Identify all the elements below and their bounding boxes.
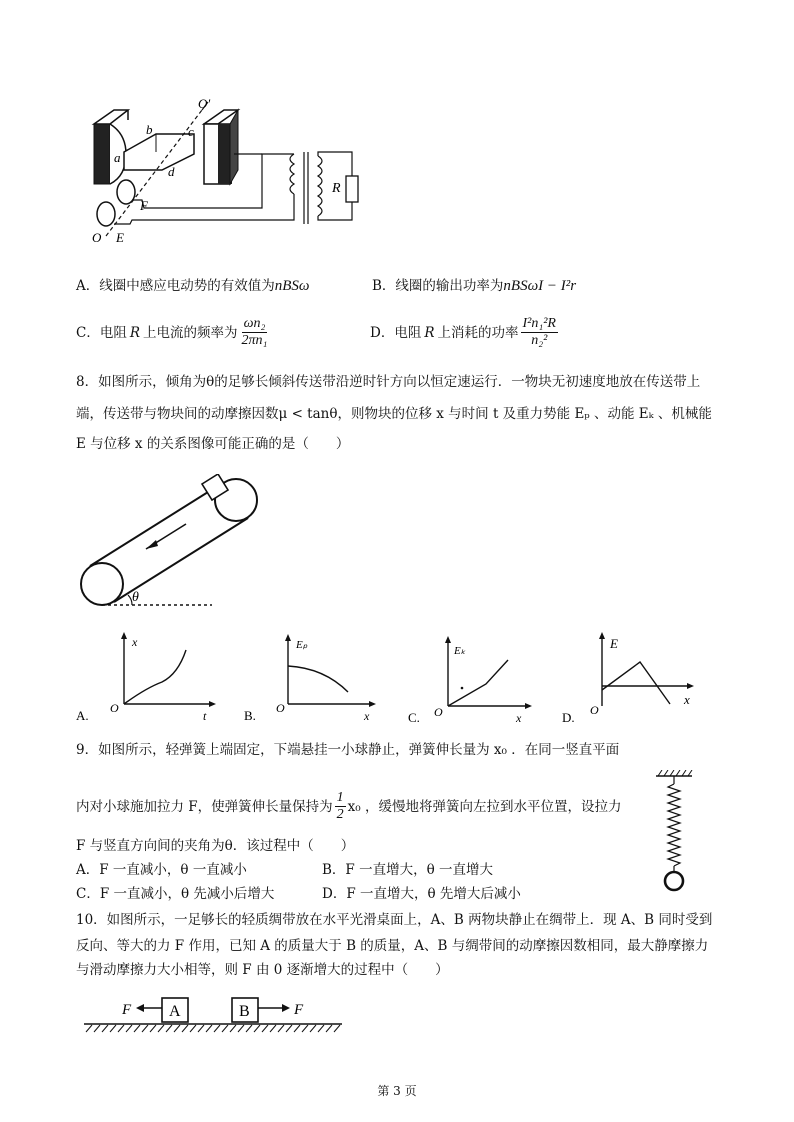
label-c: c bbox=[188, 124, 194, 139]
q8-line-2: 端，传送带与物块间的动摩擦因数μ < tanθ，则物块的位移 x 与时间 t 及重力势能 Eₚ 、动能 Eₖ 、机械能 bbox=[76, 406, 712, 422]
q9-option-a: A．F 一直减小，θ 一直减小 bbox=[76, 862, 247, 878]
graph-a-ylabel: x bbox=[132, 635, 138, 649]
q9-line-2 bbox=[76, 790, 622, 823]
q7-option-c-denominator: 2πn₁ bbox=[241, 333, 268, 348]
q9-option-c: C．F 一直减小，θ 先减小后增大 bbox=[76, 886, 275, 902]
q7-option-b bbox=[372, 276, 576, 296]
graph-c-xlabel: x bbox=[516, 711, 522, 725]
label-s-pole: S bbox=[206, 150, 215, 166]
q7-option-d-numerator: I²n₁²R bbox=[522, 316, 556, 331]
q7-option-c-numerator: ωn₂ bbox=[243, 316, 266, 331]
conveyor-belt-figure bbox=[76, 474, 316, 608]
q8-line-1: 8．如图所示，倾角为θ的足够长倾斜传送带沿逆时针方向以恒定速运行．一物块无初速度地放在传送带上 bbox=[76, 374, 701, 390]
q7-option-c-text2: 上电流的频率为 bbox=[143, 324, 238, 341]
q7-option-b-text: B．线圈的输出功率为 bbox=[372, 278, 504, 294]
graph-c bbox=[408, 632, 538, 727]
label-e: E bbox=[116, 230, 124, 245]
graph-d bbox=[562, 628, 702, 723]
label-a: a bbox=[114, 150, 121, 165]
graph-a-origin: O bbox=[110, 701, 119, 715]
block-a-label: A bbox=[169, 1003, 181, 1020]
theta-label: θ bbox=[132, 590, 139, 605]
q7-option-a bbox=[76, 276, 310, 296]
q7-option-d-fraction bbox=[521, 316, 558, 349]
q9-line-2-part-b: x₀ ，缓慢地将弹簧向左拉到水平位置，设拉力 bbox=[347, 798, 622, 815]
label-d: d bbox=[168, 164, 175, 179]
label-o-prime: O' bbox=[198, 96, 211, 111]
q9-line-1: 9．如图所示，轻弹簧上端固定，下端悬挂一小球静止，弹簧伸长量为 x₀ ．在同一竖直平面 bbox=[76, 742, 620, 758]
q7-option-c bbox=[76, 316, 271, 349]
graph-b-origin: O bbox=[276, 701, 285, 715]
page-number: 第 3 页 bbox=[377, 1084, 417, 1098]
graph-c-option: C. bbox=[408, 710, 420, 725]
spring-figure bbox=[652, 770, 696, 894]
q7-option-d-text: D．电阻 bbox=[370, 324, 422, 341]
q7-option-d-text2: 上消耗的功率 bbox=[437, 324, 519, 341]
blocks-on-ribbon-figure bbox=[80, 994, 350, 1038]
q7-option-d-denominator: n₂² bbox=[531, 333, 548, 348]
q7-option-c-text: C．电阻 bbox=[76, 324, 127, 341]
graph-b bbox=[244, 630, 384, 725]
label-f: F bbox=[140, 198, 148, 213]
q10-line-1: 10．如图所示，一足够长的轻质绸带放在水平光滑桌面上，A、B 两物块静止在绸带上．现 A、B 同时受到 bbox=[76, 912, 713, 928]
q9-fraction bbox=[335, 790, 346, 823]
q7-option-b-math: nBSωI − I²r bbox=[503, 278, 577, 294]
graph-b-ylabel: Eₚ bbox=[296, 639, 308, 651]
label-b: b bbox=[146, 122, 153, 137]
q9-option-d: D．F 一直增大，θ 先增大后减小 bbox=[322, 886, 521, 902]
q7-option-a-math: nBSω bbox=[274, 278, 310, 294]
graph-b-xlabel: x bbox=[364, 709, 370, 723]
graph-c-origin: O bbox=[434, 705, 443, 719]
graph-b-option: B. bbox=[244, 708, 256, 723]
q8-line-3: E 与位移 x 的关系图像可能正确的是（ ） bbox=[76, 436, 350, 452]
q10-line-2: 反向、等大的力 F 作用，已知 A 的质量大于 B 的质量，A、B 与绸带间的动摩擦因数相同，最大静摩擦力 bbox=[76, 938, 709, 954]
graph-a-option: A. bbox=[76, 708, 89, 723]
q7-option-d bbox=[370, 316, 560, 349]
graph-d-ylabel: E bbox=[610, 636, 618, 651]
graph-d-option: D. bbox=[562, 710, 575, 723]
label-r: R bbox=[332, 181, 341, 196]
q7-option-a-text: A．线圈中感应电动势的有效值为 bbox=[76, 278, 275, 294]
q9-fraction-denominator: 2 bbox=[336, 807, 344, 822]
q10-line-3: 与滑动摩擦力大小相等，则 F 由 0 逐渐增大的过程中（ ） bbox=[76, 962, 449, 978]
graph-d-origin: O bbox=[590, 703, 599, 717]
label-o: O bbox=[92, 230, 102, 245]
force-left-label: F bbox=[122, 1002, 132, 1018]
q7-option-c-fraction bbox=[240, 316, 270, 349]
generator-transformer-figure bbox=[84, 96, 374, 248]
force-right-label: F bbox=[294, 1002, 304, 1018]
graph-c-ylabel: Eₖ bbox=[454, 645, 466, 657]
q9-line-3: F 与竖直方向间的夹角为θ．该过程中（ ） bbox=[76, 838, 355, 854]
q7-option-c-r: R bbox=[129, 324, 141, 341]
graph-a-xlabel: t bbox=[203, 709, 207, 723]
graph-d-xlabel: x bbox=[684, 692, 690, 707]
block-b-label: B bbox=[239, 1003, 250, 1020]
q7-option-d-r: R bbox=[424, 324, 435, 341]
q9-option-b: B．F 一直增大，θ 一直增大 bbox=[322, 862, 493, 878]
q9-line-2-part-a: 内对小球施加拉力 F，使弹簧伸长量保持为 bbox=[76, 798, 333, 815]
graph-a bbox=[76, 630, 221, 725]
q9-fraction-numerator: 1 bbox=[336, 790, 344, 805]
